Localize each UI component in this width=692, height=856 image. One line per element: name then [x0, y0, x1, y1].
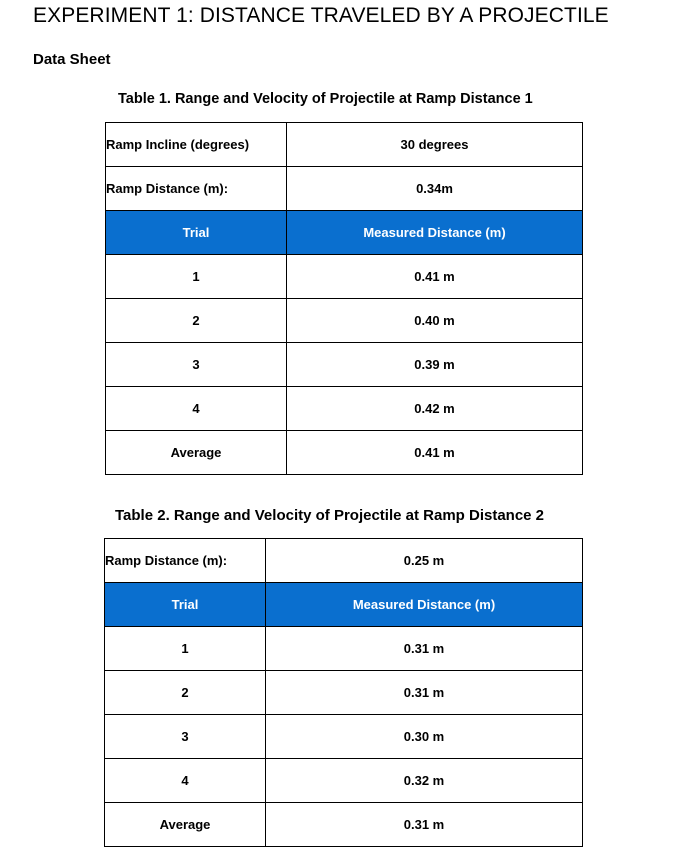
- table1-incline-row: [106, 123, 583, 167]
- trial-cell: 4: [105, 759, 266, 803]
- trial-cell: Average: [106, 431, 287, 475]
- distance-cell: 0.39 m: [287, 343, 583, 387]
- table2-header-measured: Measured Distance (m): [266, 583, 583, 627]
- table2-distance-value: 0.25 m: [266, 539, 583, 583]
- table2-caption: Table 2. Range and Velocity of Projectile at Ramp Distance 2: [115, 507, 545, 524]
- table-row-average: [106, 431, 583, 475]
- table-row: [106, 343, 583, 387]
- table1-distance-row: [106, 167, 583, 211]
- table-row: [106, 299, 583, 343]
- table1-incline-value: 30 degrees: [287, 123, 583, 167]
- table1-header-measured: Measured Distance (m): [287, 211, 583, 255]
- table1-caption: Table 1. Range and Velocity of Projectile at Ramp Distance 1: [118, 91, 533, 107]
- distance-cell: 0.41 m: [287, 431, 583, 475]
- section-title: Data Sheet: [33, 51, 111, 68]
- trial-cell: 2: [105, 671, 266, 715]
- distance-cell: 0.42 m: [287, 387, 583, 431]
- page-title: EXPERIMENT 1: DISTANCE TRAVELED BY A PROJECTILE: [33, 4, 609, 27]
- table-row: [105, 759, 583, 803]
- trial-cell: Average: [105, 803, 266, 847]
- distance-cell: 0.32 m: [266, 759, 583, 803]
- table1: [105, 122, 583, 475]
- trial-cell: 3: [105, 715, 266, 759]
- table2-distance-row: [105, 539, 583, 583]
- trial-cell: 3: [106, 343, 287, 387]
- table1-incline-label: Ramp Incline (degrees): [106, 123, 287, 167]
- table-row: [105, 671, 583, 715]
- table2-distance-label: Ramp Distance (m):: [105, 539, 266, 583]
- table1-header-trial: Trial: [106, 211, 287, 255]
- table1-distance-value: 0.34m: [287, 167, 583, 211]
- table-row-average: [105, 803, 583, 847]
- table-row: [106, 387, 583, 431]
- table2: [104, 538, 583, 847]
- table-row: [105, 715, 583, 759]
- trial-cell: 4: [106, 387, 287, 431]
- trial-cell: 1: [105, 627, 266, 671]
- table2-header-row: [105, 583, 583, 627]
- table2-header-trial: Trial: [105, 583, 266, 627]
- table1-header-row: [106, 211, 583, 255]
- distance-cell: 0.41 m: [287, 255, 583, 299]
- table1-distance-label: Ramp Distance (m):: [106, 167, 287, 211]
- distance-cell: 0.30 m: [266, 715, 583, 759]
- distance-cell: 0.31 m: [266, 671, 583, 715]
- table-row: [105, 627, 583, 671]
- distance-cell: 0.40 m: [287, 299, 583, 343]
- trial-cell: 2: [106, 299, 287, 343]
- trial-cell: 1: [106, 255, 287, 299]
- distance-cell: 0.31 m: [266, 803, 583, 847]
- table-row: [106, 255, 583, 299]
- distance-cell: 0.31 m: [266, 627, 583, 671]
